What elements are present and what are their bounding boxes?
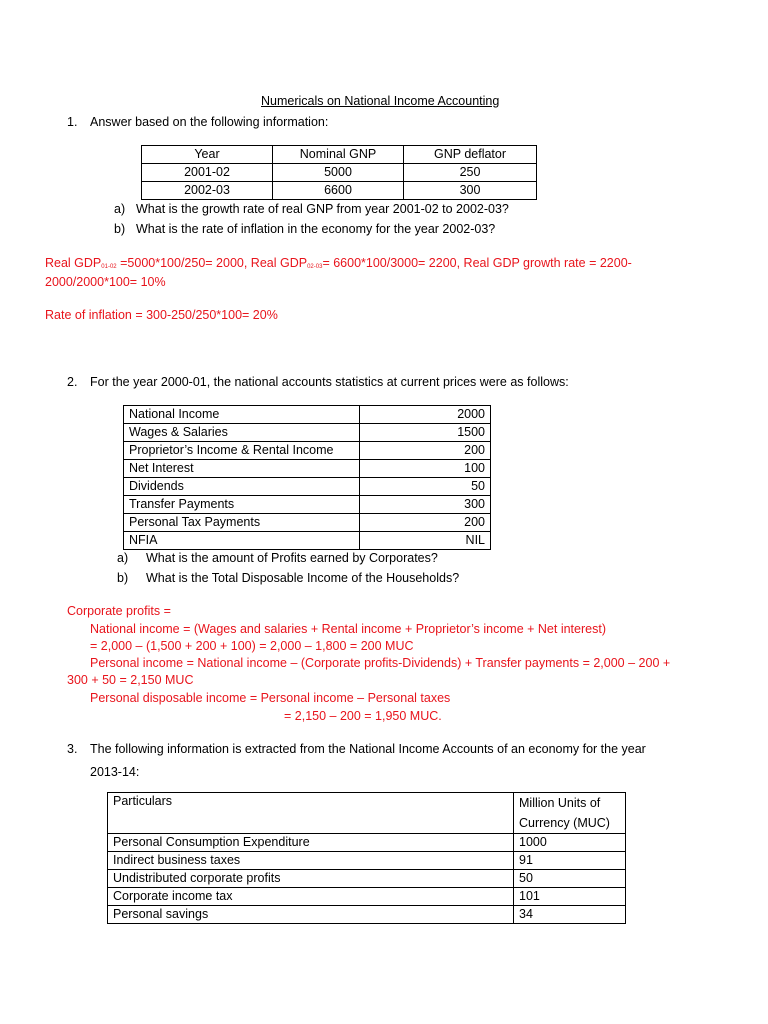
q2-text: For the year 2000-01, the national accounts statistics at current prices were as follows: (90, 375, 569, 389)
table-header-row (108, 793, 626, 834)
table-row (142, 182, 537, 200)
q3-text-line2: 2013-14: (90, 765, 140, 779)
table-cell: Proprietor’s Income & Rental Income (124, 442, 360, 460)
table-header: Particulars (108, 793, 514, 834)
real-gdp-subscript: 01-02 (101, 264, 117, 270)
q2-answer-line4: Personal income = National income – (Corporate profits-Dividends) + Transfer payments = 2,000 – 200 + (90, 656, 671, 670)
table-row (108, 852, 626, 870)
q3-table (107, 792, 626, 924)
table-cell: 1000 (514, 834, 626, 852)
table-cell: 50 (514, 870, 626, 888)
table-row (108, 888, 626, 906)
table-cell: 101 (514, 888, 626, 906)
table-cell: Personal savings (108, 906, 514, 924)
table-cell: Dividends (124, 478, 360, 496)
table-header: Year (142, 146, 273, 164)
table-cell: Net Interest (124, 460, 360, 478)
table-cell: 300 (404, 182, 537, 200)
table-row (124, 442, 491, 460)
q2-number: 2. (67, 375, 78, 389)
table-row (124, 406, 491, 424)
q1-sub-b: What is the rate of inflation in the economy for the year 2002-03? (136, 222, 496, 236)
table-cell: Undistributed corporate profits (108, 870, 514, 888)
table-cell: 5000 (273, 164, 404, 182)
q1-answer-inflation: Rate of inflation = 300-250/250*100= 20% (45, 308, 278, 322)
table-header-row (142, 146, 537, 164)
table-cell: 2000 (360, 406, 491, 424)
table-cell: 50 (360, 478, 491, 496)
table-cell: 34 (514, 906, 626, 924)
q3-number: 3. (67, 742, 78, 756)
table-cell: 2002-03 (142, 182, 273, 200)
table-header (514, 793, 626, 834)
table-cell: NIL (360, 532, 491, 550)
real-gdp-part3: = 6600*100/3000= 2200, Real GDP growth rate = 2200- (322, 256, 632, 270)
table-row (124, 460, 491, 478)
q2-sub-a: What is the amount of Profits earned by Corporates? (146, 551, 438, 565)
real-gdp-subscript: 02-03 (307, 264, 323, 270)
q1-answer-line2: 2000/2000*100= 10% (45, 275, 166, 289)
q1-sub-b-label: b) (114, 222, 126, 236)
q2-table (123, 405, 491, 550)
table-cell: 200 (360, 514, 491, 532)
q2-answer-line3: = 2,000 – (1,500 + 200 + 100) = 2,000 – 1,800 = 200 MUC (90, 639, 414, 653)
q1-answer-line1 (45, 256, 632, 270)
q2-answer-line1: Corporate profits = (67, 604, 171, 618)
table-row (124, 478, 491, 496)
table-row (124, 424, 491, 442)
q2-sub-a-label: a) (117, 551, 129, 565)
page-title: Numericals on National Income Accounting (261, 94, 500, 108)
table-cell: NFIA (124, 532, 360, 550)
q1-sub-a-label: a) (114, 202, 126, 216)
table-row (124, 496, 491, 514)
table-row (108, 906, 626, 924)
table-row (124, 514, 491, 532)
table-cell: Personal Consumption Expenditure (108, 834, 514, 852)
q2-answer-line6: Personal disposable income = Personal income – Personal taxes (90, 691, 451, 705)
table-row (142, 164, 537, 182)
table-cell: Wages & Salaries (124, 424, 360, 442)
table-cell: Transfer Payments (124, 496, 360, 514)
table-cell: Indirect business taxes (108, 852, 514, 870)
table-cell: 250 (404, 164, 537, 182)
table-header-line: Currency (MUC) (519, 816, 610, 830)
table-cell: 100 (360, 460, 491, 478)
q1-table (141, 145, 537, 200)
table-cell: 200 (360, 442, 491, 460)
q1-number: 1. (67, 115, 78, 129)
table-cell: 1500 (360, 424, 491, 442)
table-row (108, 834, 626, 852)
real-gdp-part2: =5000*100/250= 2000, Real GDP (116, 256, 308, 270)
table-cell: Personal Tax Payments (124, 514, 360, 532)
table-header-line: Million Units of (519, 796, 601, 810)
q2-answer-line5: 300 + 50 = 2,150 MUC (67, 673, 194, 687)
q2-sub-b-label: b) (117, 571, 129, 585)
table-header: GNP deflator (404, 146, 537, 164)
table-header: Nominal GNP (273, 146, 404, 164)
real-gdp-label: Real GDP (45, 256, 102, 270)
q2-sub-b: What is the Total Disposable Income of the Households? (146, 571, 460, 585)
q1-sub-a: What is the growth rate of real GNP from year 2001-02 to 2002-03? (136, 202, 509, 216)
table-row (124, 532, 491, 550)
q2-answer-line2: National income = (Wages and salaries + Rental income + Proprietor’s income + Net interest) (90, 622, 606, 636)
q3-text-line1: The following information is extracted from the National Income Accounts of an economy for the year (90, 742, 646, 756)
table-cell: 300 (360, 496, 491, 514)
table-cell: 91 (514, 852, 626, 870)
table-cell: 6600 (273, 182, 404, 200)
table-cell: 2001-02 (142, 164, 273, 182)
table-row (108, 870, 626, 888)
q1-text: Answer based on the following information: (90, 115, 329, 129)
q2-answer-line7: = 2,150 – 200 = 1,950 MUC. (284, 709, 442, 723)
table-cell: Corporate income tax (108, 888, 514, 906)
table-cell: National Income (124, 406, 360, 424)
